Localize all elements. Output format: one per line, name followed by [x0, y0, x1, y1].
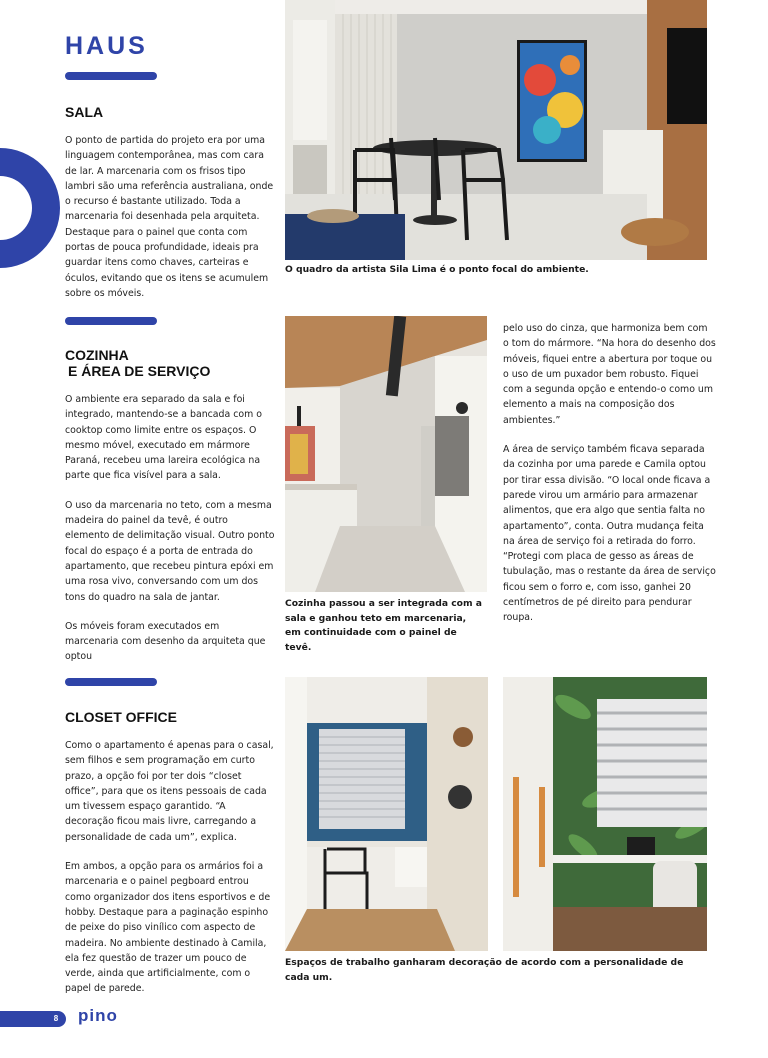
- cozinha-body-right: [503, 321, 716, 640]
- cozinha-heading: [65, 347, 210, 379]
- cozinha-heading-line1: COZINHA: [65, 347, 129, 363]
- section-divider-bar: [65, 72, 157, 80]
- cozinha-paragraph-1: O ambiente era separado da sala e foi integrado, mantendo-se a bancada com o cooktop como limite entre os espaços. O mesmo móvel, executado em mármore Paraná, recebeu uma lareira ecológica na parte que fica visível para a sala.: [65, 394, 262, 482]
- section-divider-bar: [65, 678, 157, 686]
- cozinha-paragraph-4: pelo uso do cinza, que harmoniza bem com o tom do mármore. “Na hora do desenho dos móveis, fiquei entre a abertura por toque ou o uso de um puxador bem robusto. Fiquei com a segunda opção e entendo-o como um elemento a mais na composição dos ambientes.”: [503, 323, 716, 426]
- closet-heading: CLOSET OFFICE: [65, 709, 177, 725]
- cozinha-body-left: [65, 392, 275, 679]
- cozinha-heading-line2: E ÁREA DE SERVIÇO: [68, 363, 211, 380]
- living-room-photo: [285, 0, 707, 260]
- decorative-half-circle: [0, 148, 60, 268]
- sala-paragraph: O ponto de partida do projeto era por uma linguagem contemporânea, mas com cara de lar. A marcenaria com os frisos tipo lambri são uma referência australiana, onde o recurso é bastante utilizado. Toda a marcenaria foi desenhada pela arquiteta. Destaque para o painel que conta com portas de pouca profundidade, ideais pra guardar itens como chaves, carteiras e óculos, evitando que os itens se acumulem sobre os móveis.: [65, 135, 274, 299]
- magazine-section-logo: HAUS: [65, 32, 148, 60]
- footer-page-tab: [0, 1011, 66, 1027]
- sala-heading: SALA: [65, 104, 104, 120]
- section-divider-bar: [65, 317, 157, 325]
- footer-brand-logo: pino: [78, 1006, 118, 1025]
- closet-paragraph-2: Em ambos, a opção para os armários foi a marcenaria e o painel pegboard entrou como organizador dos itens esportivos e de hobby. Destaque para a paginação espinho de peixe do piso vinílico com aspecto de madeira. No ambiente destinado à Camila, ela fez questão de trazer um pouco de verde, ainda que artificialmente, com o papel de parede.: [65, 861, 271, 995]
- sala-photo-caption: O quadro da artista Sila Lima é o ponto focal do ambiente.: [285, 264, 589, 275]
- sala-body: [65, 133, 277, 315]
- closet-paragraph-1: Como o apartamento é apenas para o casal, sem filhos e sem programação em curto prazo, a opção foi por ter dois “closet office”, para que os itens pessoais de cada um tivessem espaço garantido. “A decoração ficou mais livre, carregando a personalidade de cada um”, explica.: [65, 740, 274, 843]
- kitchen-photo: [285, 316, 487, 592]
- cozinha-paragraph-5: A área de serviço também ficava separada da cozinha por uma parede e Camila optou por tirar essa divisão. “O local onde ficava a parede virou um armário para armazenar alimentos, que era algo que sentia falta no apartamento”, conta. Outra mudança feita na área de serviço foi a retirada do forro. “Protegi com placa de gesso as áreas de tubulação, mas o restante da área de serviço ficou sem o forro e, com isso, ganhei 20 centímetros de pé direito para pendurar roupa.: [503, 444, 716, 624]
- closet-photo-caption: Espaços de trabalho ganharam decoração de acordo com a personalidade de cada um.: [285, 957, 684, 983]
- closet-office-photo-1: [285, 677, 488, 951]
- page-number: 8: [53, 1014, 59, 1023]
- cozinha-paragraph-2: O uso da marcenaria no teto, com a mesma madeira do painel da tevê, é outro elemento de delimitação visual. Outro ponto focal do espaço é a porta de entrada do apartamento, que recebeu pintura epóxi em uma rosa vivo, conversando com um dos tons do quadro na sala de jantar.: [65, 499, 275, 603]
- closet-office-photo-2: [503, 677, 707, 951]
- closet-body: [65, 738, 277, 1011]
- cozinha-paragraph-3: Os móveis foram executados em marcenaria com desenho da arquiteta que optou: [65, 620, 266, 663]
- kitchen-photo-caption: Cozinha passou a ser integrada com a sala e ganhou teto em marcenaria, em continuidade com o painel de tevê.: [285, 598, 482, 653]
